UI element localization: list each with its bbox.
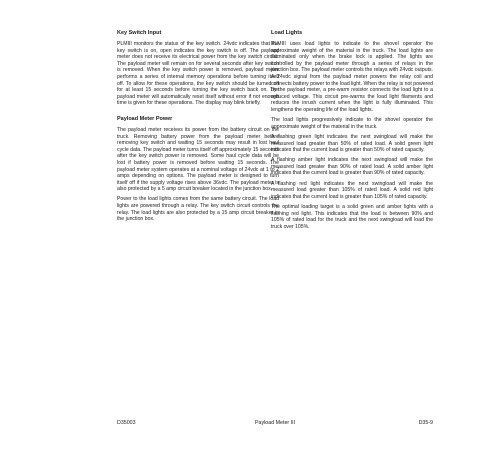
footer-doc-code: D35003: [117, 420, 136, 426]
amber-light-paragraph: A flashing amber light indicates the next swingload will make the measured load greater than 90% of rated load. A solid amber light indicates that the current load is greater than 90% of rated capacity.: [271, 157, 433, 177]
optimal-target-paragraph: The optimal loading target is a solid green and amber lights with a flashing red light. This indicates that the load is between 90% and 105% of rated load for the truck and the next swingload will load the truck over 105%.: [271, 204, 433, 230]
load-lights-progressive-paragraph: The load lights progressively indicate to the shovel operator the approximate weight of the material in the truck.: [271, 117, 433, 130]
footer-title: Payload Meter III: [255, 420, 296, 426]
footer-page-number: D35-9: [418, 420, 433, 426]
payload-power-paragraph: The payload meter receives its power from the battery circuit on the truck. Removing battery power from the payload meter before removing key switch and waiting 15 seconds may result in lost haul cycle data. The payload meter turns itself off approximately 15 seconds after the key switch power is removed. Some haul cycle data will be lost if battery power is removed before waiting 15 seconds. The payload meter system operates at a nominal voltage of 24vdc at 1 to 2 amps depending on options. The payload meter is designed to turn itself off if the supply voltage rises above 36vdc. The payload meter is also protected by a 5 amp circuit breaker located in the junction box.: [117, 126, 279, 193]
green-light-paragraph: A flashing green light indicates the next swingload will make the measured load greater than 50% of rated load. A solid green light indicates that the current load is greater than 50% of rated capacity.: [271, 133, 433, 154]
load-lights-heading: Load Lights: [271, 30, 303, 36]
load-lights-intro-paragraph: PLMIII uses load lights to indicate to the shovel operator the approximate weight of the material in the truck. The load lights are illuminated only when the brake lock is applied. The lights are controlled by the payload meter through a series of relays in the junction box. The payload meter controls the relays with 24vdc outputs. A 24vdc signal from the payload meter powers the relay coil and connects battery power to the load light. When the relay is not powered by the payload meter, a pre-warm resistor connects the load light to a reduced voltage. This circuit pre-warms the load light filaments and reduces the inrush current when the light is fully illuminated. This lengthens the operating life of the load lights.: [271, 41, 433, 113]
red-light-paragraph: A flashing red light indicates the next swingload will make the measured load greater than 105% of rated load. A solid red light indicates that the current load is greater than 105% of rated capacity.: [271, 180, 433, 200]
payload-power-heading: Payload Meter Power: [117, 115, 173, 122]
load-light-power-paragraph: Power to the load lights comes from the same battery circuit. The load lights are powered through a relay. The key switch circuit controls the relay. The load lights are also protected by a 15 amp circuit breaker in the junction box.: [117, 196, 279, 223]
left-column: [117, 30, 279, 226]
key-switch-paragraph: PLMIII monitors the status of the key switch. 24vdc indicates that the key switch is on, open indicates the key switch is off. The payload meter does not receive its electrical power from the key switch circuit. The payload meter will remain on for several seconds after key switch is removed. When the key switch power is removed, payload meter performs a series of internal memory operations before turning itself off. To allow for these operations, the key switch should be turned off for at least 15 seconds before turning the key switch back on. The payload meter will automatically reset itself without error if not enough time is given for these operations. The display may blink briefly.: [117, 41, 279, 107]
right-column: [271, 30, 433, 234]
key-switch-heading: Key Switch Input: [117, 30, 162, 36]
